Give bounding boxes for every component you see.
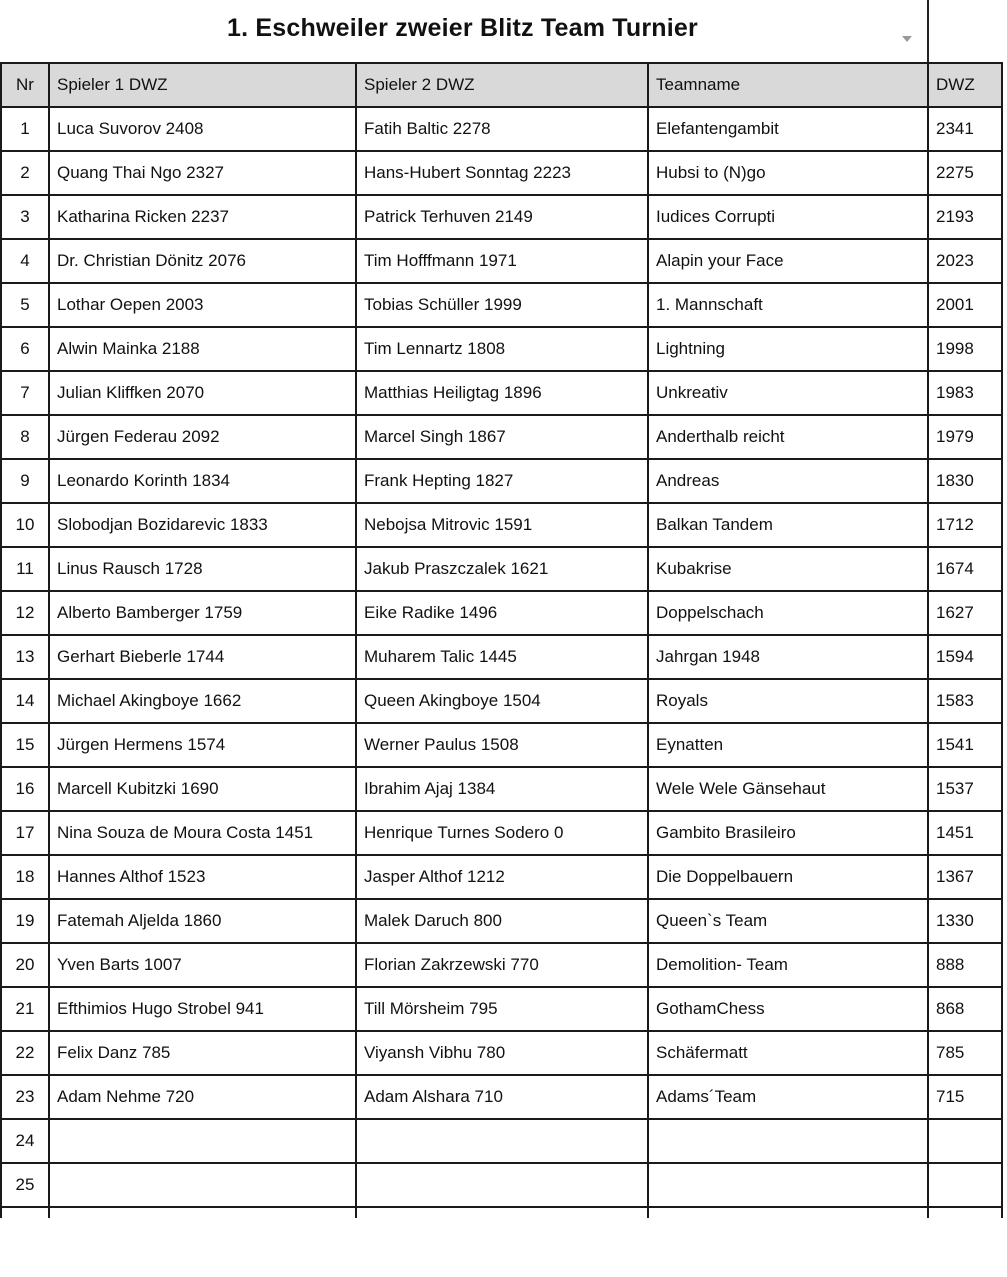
- title-divider: [927, 0, 929, 62]
- table-row: [1, 855, 1002, 899]
- cell-player1[interactable]: Michael Akingboye 1662: [49, 679, 356, 723]
- cell-nr[interactable]: 6: [1, 327, 49, 371]
- cell-player2[interactable]: Patrick Terhuven 2149: [356, 195, 648, 239]
- cell-dwz[interactable]: 1537: [928, 767, 1002, 811]
- cell-dwz[interactable]: 1330: [928, 899, 1002, 943]
- table-row: [1, 1119, 1002, 1163]
- cell-nr[interactable]: 22: [1, 1031, 49, 1075]
- cell-team[interactable]: Lightning: [648, 327, 928, 371]
- cell-dwz[interactable]: 1979: [928, 415, 1002, 459]
- cell-nr[interactable]: 14: [1, 679, 49, 723]
- table-row: [1, 195, 1002, 239]
- cell-team[interactable]: [648, 1119, 928, 1163]
- cell-player2[interactable]: Matthias Heiligtag 1896: [356, 371, 648, 415]
- cell-player2[interactable]: Hans-Hubert Sonntag 2223: [356, 151, 648, 195]
- cell-player1[interactable]: Dr. Christian Dönitz 2076: [49, 239, 356, 283]
- cell-team[interactable]: Andreas: [648, 459, 928, 503]
- cell-nr[interactable]: 17: [1, 811, 49, 855]
- table-row: [1, 723, 1002, 767]
- cell-dwz[interactable]: [928, 1163, 1002, 1207]
- cell-team[interactable]: Jahrgan 1948: [648, 635, 928, 679]
- cell-dwz[interactable]: 1451: [928, 811, 1002, 855]
- cell-team[interactable]: Balkan Tandem: [648, 503, 928, 547]
- cell-dwz[interactable]: 1541: [928, 723, 1002, 767]
- cell-player1[interactable]: Lothar Oepen 2003: [49, 283, 356, 327]
- cell-dwz[interactable]: 868: [928, 987, 1002, 1031]
- column-header-player2[interactable]: Spieler 2 DWZ: [356, 63, 648, 107]
- table-row: [1, 943, 1002, 987]
- cell-player1[interactable]: Marcell Kubitzki 1690: [49, 767, 356, 811]
- table-row: [1, 459, 1002, 503]
- table-row: [1, 987, 1002, 1031]
- cell-player2[interactable]: Frank Hepting 1827: [356, 459, 648, 503]
- cell-empty[interactable]: [648, 1207, 928, 1218]
- table-row: [1, 1031, 1002, 1075]
- team-roster-table: [0, 62, 1003, 1218]
- cell-player1[interactable]: Gerhart Bieberle 1744: [49, 635, 356, 679]
- cell-player1[interactable]: Leonardo Korinth 1834: [49, 459, 356, 503]
- cell-player1[interactable]: Yven Barts 1007: [49, 943, 356, 987]
- cell-nr[interactable]: 8: [1, 415, 49, 459]
- cell-player2[interactable]: Malek Daruch 800: [356, 899, 648, 943]
- cell-team[interactable]: Demolition- Team: [648, 943, 928, 987]
- cell-player1[interactable]: Adam Nehme 720: [49, 1075, 356, 1119]
- cell-player1[interactable]: Luca Suvorov 2408: [49, 107, 356, 151]
- cell-dwz[interactable]: [928, 1119, 1002, 1163]
- cell-player2[interactable]: [356, 1163, 648, 1207]
- cell-nr[interactable]: 16: [1, 767, 49, 811]
- cell-player1[interactable]: Linus Rausch 1728: [49, 547, 356, 591]
- cell-dwz[interactable]: 2193: [928, 195, 1002, 239]
- cell-player1[interactable]: Quang Thai Ngo 2327: [49, 151, 356, 195]
- table-row: [1, 151, 1002, 195]
- cell-player2[interactable]: Nebojsa Mitrovic 1591: [356, 503, 648, 547]
- cell-team[interactable]: Wele Wele Gänsehaut: [648, 767, 928, 811]
- table-row: [1, 107, 1002, 151]
- cell-player2[interactable]: Henrique Turnes Sodero 0: [356, 811, 648, 855]
- cell-player1[interactable]: Efthimios Hugo Strobel 941: [49, 987, 356, 1031]
- cell-nr[interactable]: 15: [1, 723, 49, 767]
- cell-nr[interactable]: 11: [1, 547, 49, 591]
- cell-nr[interactable]: 3: [1, 195, 49, 239]
- cell-dwz[interactable]: 2023: [928, 239, 1002, 283]
- cell-dwz[interactable]: 1830: [928, 459, 1002, 503]
- cell-player2[interactable]: Adam Alshara 710: [356, 1075, 648, 1119]
- table-row: [1, 679, 1002, 723]
- table-row: [1, 327, 1002, 371]
- cell-team[interactable]: Alapin your Face: [648, 239, 928, 283]
- cell-dwz[interactable]: 1983: [928, 371, 1002, 415]
- table-row: [1, 635, 1002, 679]
- cell-nr[interactable]: 20: [1, 943, 49, 987]
- table-row: [1, 767, 1002, 811]
- cell-team[interactable]: 1. Mannschaft: [648, 283, 928, 327]
- cell-player2[interactable]: Jasper Althof 1212: [356, 855, 648, 899]
- cell-team[interactable]: Unkreativ: [648, 371, 928, 415]
- table-row: [1, 547, 1002, 591]
- cell-dwz[interactable]: 1674: [928, 547, 1002, 591]
- cell-nr[interactable]: 13: [1, 635, 49, 679]
- cell-player2[interactable]: [356, 1119, 648, 1163]
- cell-player2[interactable]: Jakub Praszczalek 1621: [356, 547, 648, 591]
- cell-nr[interactable]: 2: [1, 151, 49, 195]
- cell-nr[interactable]: 21: [1, 987, 49, 1031]
- cell-team[interactable]: Adams´Team: [648, 1075, 928, 1119]
- cell-player1[interactable]: Hannes Althof 1523: [49, 855, 356, 899]
- cell-dwz[interactable]: 715: [928, 1075, 1002, 1119]
- cell-team[interactable]: Doppelschach: [648, 591, 928, 635]
- column-header-nr[interactable]: Nr: [1, 63, 49, 107]
- cell-team[interactable]: GothamChess: [648, 987, 928, 1031]
- cell-team[interactable]: Schäfermatt: [648, 1031, 928, 1075]
- cell-player1[interactable]: Jürgen Hermens 1574: [49, 723, 356, 767]
- cell-team[interactable]: Hubsi to (N)go: [648, 151, 928, 195]
- cell-empty[interactable]: [1, 1207, 49, 1218]
- cell-player2[interactable]: Marcel Singh 1867: [356, 415, 648, 459]
- cell-team[interactable]: Queen`s Team: [648, 899, 928, 943]
- column-header-team[interactable]: Teamname: [648, 63, 928, 107]
- cell-player2[interactable]: Tim Hofffmann 1971: [356, 239, 648, 283]
- cell-player2[interactable]: Eike Radike 1496: [356, 591, 648, 635]
- cell-team[interactable]: [648, 1163, 928, 1207]
- cell-player2[interactable]: Florian Zakrzewski 770: [356, 943, 648, 987]
- cell-player2[interactable]: Tobias Schüller 1999: [356, 283, 648, 327]
- cell-player1[interactable]: Jürgen Federau 2092: [49, 415, 356, 459]
- cell-nr[interactable]: 1: [1, 107, 49, 151]
- cell-empty[interactable]: [49, 1207, 356, 1218]
- cell-nr[interactable]: 18: [1, 855, 49, 899]
- cell-dwz[interactable]: 785: [928, 1031, 1002, 1075]
- cell-dwz[interactable]: 2275: [928, 151, 1002, 195]
- cell-nr[interactable]: 12: [1, 591, 49, 635]
- cell-dwz[interactable]: 888: [928, 943, 1002, 987]
- table-row: [1, 283, 1002, 327]
- column-header-player1[interactable]: Spieler 1 DWZ: [49, 63, 356, 107]
- cell-player1[interactable]: [49, 1163, 356, 1207]
- cell-player2[interactable]: Queen Akingboye 1504: [356, 679, 648, 723]
- cell-team[interactable]: Eynatten: [648, 723, 928, 767]
- cell-player1[interactable]: Slobodjan Bozidarevic 1833: [49, 503, 356, 547]
- cell-player1[interactable]: Katharina Ricken 2237: [49, 195, 356, 239]
- cell-player1[interactable]: Nina Souza de Moura Costa 1451: [49, 811, 356, 855]
- cell-nr[interactable]: 19: [1, 899, 49, 943]
- cell-nr[interactable]: 24: [1, 1119, 49, 1163]
- cell-empty[interactable]: [356, 1207, 648, 1218]
- table-row: [1, 239, 1002, 283]
- page-title: 1. Eschweiler zweier Blitz Team Turnier: [227, 14, 698, 42]
- cell-empty[interactable]: [928, 1207, 1002, 1218]
- cell-player2[interactable]: Tim Lennartz 1808: [356, 327, 648, 371]
- table-row: [1, 811, 1002, 855]
- cell-dwz[interactable]: 1583: [928, 679, 1002, 723]
- cell-team[interactable]: Gambito Brasileiro: [648, 811, 928, 855]
- cell-nr[interactable]: 25: [1, 1163, 49, 1207]
- cell-player1[interactable]: Julian Kliffken 2070: [49, 371, 356, 415]
- header-row: [1, 63, 1002, 107]
- cell-player2[interactable]: Fatih Baltic 2278: [356, 107, 648, 151]
- cell-player2[interactable]: Viyansh Vibhu 780: [356, 1031, 648, 1075]
- table-row: [1, 899, 1002, 943]
- cell-player2[interactable]: Ibrahim Ajaj 1384: [356, 767, 648, 811]
- cell-nr[interactable]: 10: [1, 503, 49, 547]
- cell-team[interactable]: Elefantengambit: [648, 107, 928, 151]
- cell-dwz[interactable]: 1627: [928, 591, 1002, 635]
- title-row: [0, 0, 1007, 62]
- cell-player1[interactable]: Felix Danz 785: [49, 1031, 356, 1075]
- table-body: [1, 107, 1002, 1218]
- table-row: [1, 371, 1002, 415]
- cell-dwz[interactable]: 1712: [928, 503, 1002, 547]
- table-row-partial: [1, 1207, 1002, 1218]
- column-header-dwz[interactable]: DWZ: [928, 63, 1002, 107]
- cell-player2[interactable]: Till Mörsheim 795: [356, 987, 648, 1031]
- cell-dwz[interactable]: 2001: [928, 283, 1002, 327]
- table-row: [1, 1163, 1002, 1207]
- cell-player2[interactable]: Werner Paulus 1508: [356, 723, 648, 767]
- cell-nr[interactable]: 4: [1, 239, 49, 283]
- cell-team[interactable]: Die Doppelbauern: [648, 855, 928, 899]
- cell-dwz[interactable]: 2341: [928, 107, 1002, 151]
- cell-player1[interactable]: Fatemah Aljelda 1860: [49, 899, 356, 943]
- cell-dwz[interactable]: 1998: [928, 327, 1002, 371]
- cell-dwz[interactable]: 1367: [928, 855, 1002, 899]
- table-row: [1, 1075, 1002, 1119]
- cell-team[interactable]: Royals: [648, 679, 928, 723]
- cell-nr[interactable]: 9: [1, 459, 49, 503]
- table-row: [1, 503, 1002, 547]
- cell-team[interactable]: Kubakrise: [648, 547, 928, 591]
- cell-team[interactable]: Anderthalb reicht: [648, 415, 928, 459]
- cell-player1[interactable]: Alwin Mainka 2188: [49, 327, 356, 371]
- cell-player1[interactable]: Alberto Bamberger 1759: [49, 591, 356, 635]
- table-row: [1, 591, 1002, 635]
- cell-player2[interactable]: Muharem Talic 1445: [356, 635, 648, 679]
- cell-nr[interactable]: 5: [1, 283, 49, 327]
- cell-team[interactable]: Iudices Corrupti: [648, 195, 928, 239]
- cell-nr[interactable]: 7: [1, 371, 49, 415]
- cell-nr[interactable]: 23: [1, 1075, 49, 1119]
- cell-dwz[interactable]: 1594: [928, 635, 1002, 679]
- dropdown-arrow-icon[interactable]: [902, 36, 912, 42]
- table-row: [1, 415, 1002, 459]
- cell-player1[interactable]: [49, 1119, 356, 1163]
